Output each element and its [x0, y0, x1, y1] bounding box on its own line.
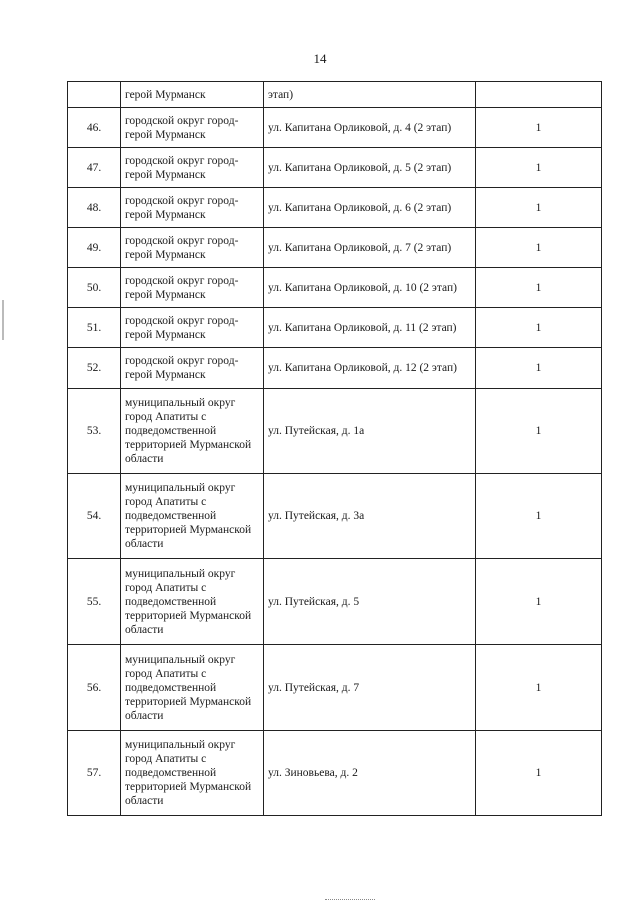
address-cell: ул. Путейская, д. 7	[264, 645, 476, 731]
table-body	[68, 82, 602, 816]
row-number: 51.	[68, 308, 121, 348]
address-cell: ул. Капитана Орликовой, д. 12 (2 этап)	[264, 348, 476, 389]
municipality-cell: муниципальный округ город Апатиты с подведомственной территорией Мурманской области	[121, 389, 264, 474]
row-number: 47.	[68, 148, 121, 188]
quantity-cell: 1	[476, 474, 602, 559]
address-cell: ул. Капитана Орликовой, д. 5 (2 этап)	[264, 148, 476, 188]
municipality-cell: городской округ город-герой Мурманск	[121, 108, 264, 148]
address-cell: ул. Капитана Орликовой, д. 11 (2 этап)	[264, 308, 476, 348]
quantity-cell: 1	[476, 108, 602, 148]
row-number: 54.	[68, 474, 121, 559]
row-number: 56.	[68, 645, 121, 731]
address-cell: ул. Капитана Орликовой, д. 6 (2 этап)	[264, 188, 476, 228]
row-number: 52.	[68, 348, 121, 389]
table-row	[68, 389, 602, 474]
quantity-cell: 1	[476, 348, 602, 389]
table-row	[68, 474, 602, 559]
row-number	[68, 82, 121, 108]
address-cell: ул. Капитана Орликовой, д. 10 (2 этап)	[264, 268, 476, 308]
table-row	[68, 308, 602, 348]
footer-mark	[325, 899, 375, 902]
quantity-cell: 1	[476, 228, 602, 268]
row-number: 50.	[68, 268, 121, 308]
page-number: 14	[313, 51, 327, 66]
housing-table	[67, 81, 602, 816]
table-row	[68, 559, 602, 645]
table-row	[68, 268, 602, 308]
table-row	[68, 228, 602, 268]
address-cell: ул. Путейская, д. 3а	[264, 474, 476, 559]
municipality-cell: городской округ город-герой Мурманск	[121, 308, 264, 348]
municipality-cell: герой Мурманск	[121, 82, 264, 108]
row-number: 46.	[68, 108, 121, 148]
table-row	[68, 82, 602, 108]
municipality-cell: муниципальный округ город Апатиты с подведомственной территорией Мурманской области	[121, 645, 264, 731]
municipality-cell: городской округ город-герой Мурманск	[121, 228, 264, 268]
row-number: 49.	[68, 228, 121, 268]
quantity-cell: 1	[476, 731, 602, 816]
municipality-cell: городской округ город-герой Мурманск	[121, 268, 264, 308]
scan-edge-mark	[2, 300, 4, 340]
table-row	[68, 188, 602, 228]
quantity-cell: 1	[476, 308, 602, 348]
quantity-cell: 1	[476, 389, 602, 474]
municipality-cell: городской округ город-герой Мурманск	[121, 148, 264, 188]
address-cell: этап)	[264, 82, 476, 108]
table-row	[68, 108, 602, 148]
quantity-cell: 1	[476, 188, 602, 228]
quantity-cell: 1	[476, 148, 602, 188]
quantity-cell: 1	[476, 559, 602, 645]
table-row	[68, 148, 602, 188]
table-row	[68, 348, 602, 389]
municipality-cell: городской округ город-герой Мурманск	[121, 188, 264, 228]
address-cell: ул. Путейская, д. 1а	[264, 389, 476, 474]
address-cell: ул. Путейская, д. 5	[264, 559, 476, 645]
address-cell: ул. Капитана Орликовой, д. 7 (2 этап)	[264, 228, 476, 268]
row-number: 53.	[68, 389, 121, 474]
address-cell: ул. Зиновьева, д. 2	[264, 731, 476, 816]
row-number: 55.	[68, 559, 121, 645]
row-number: 48.	[68, 188, 121, 228]
municipality-cell: муниципальный округ город Апатиты с подведомственной территорией Мурманской области	[121, 474, 264, 559]
municipality-cell: муниципальный округ город Апатиты с подведомственной территорией Мурманской области	[121, 559, 264, 645]
table-row	[68, 645, 602, 731]
quantity-cell: 1	[476, 645, 602, 731]
quantity-cell: 1	[476, 268, 602, 308]
municipality-cell: муниципальный округ город Апатиты с подведомственной территорией Мурманской области	[121, 731, 264, 816]
table-row	[68, 731, 602, 816]
quantity-cell	[476, 82, 602, 108]
row-number: 57.	[68, 731, 121, 816]
municipality-cell: городской округ город-герой Мурманск	[121, 348, 264, 389]
address-cell: ул. Капитана Орликовой, д. 4 (2 этап)	[264, 108, 476, 148]
